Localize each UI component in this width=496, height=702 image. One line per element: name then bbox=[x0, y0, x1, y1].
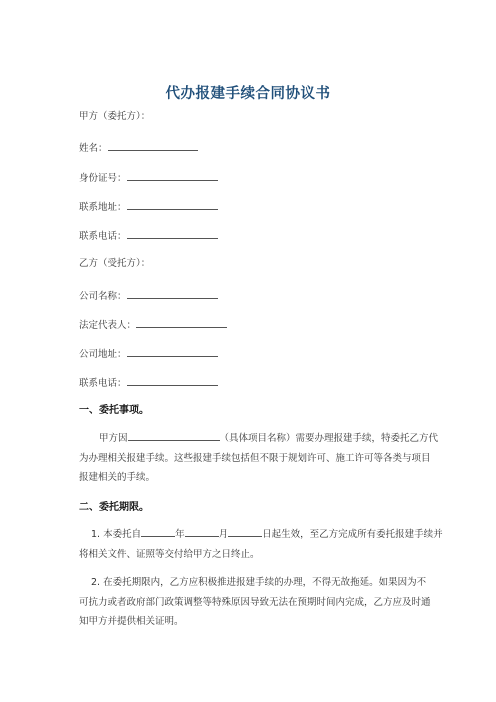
start-year-blank bbox=[141, 527, 175, 537]
document-title: 代办报建手续合同协议书 bbox=[165, 86, 331, 102]
party-a-header: 甲方（委托方）： bbox=[79, 111, 151, 122]
party-a-phone-blank bbox=[127, 229, 218, 239]
section-2-heading: 二、委托期限。 bbox=[79, 502, 149, 513]
section-1-line-2: 为办理相关报建手续。这些报建手续包括但不限于规划许可、施工许可等各类与项目 bbox=[79, 452, 431, 464]
party-b-address-row bbox=[79, 347, 218, 361]
party-b-header: 乙方（受托方）： bbox=[79, 258, 151, 269]
section-2-item-2-line-1: 2. 在委托期限内，乙方应积极推进报建手续的办理，不得无故拖延。如果因为不 bbox=[91, 577, 427, 588]
party-a-name-blank bbox=[108, 141, 198, 151]
party-b-address-blank bbox=[127, 347, 218, 357]
party-b-company-blank bbox=[127, 289, 218, 299]
section-2-item-2-line-2: 可抗力或者政府部门政策调整等特殊原因导致无法在预期时间内完成，乙方应及时通 bbox=[79, 596, 431, 608]
party-a-phone-row bbox=[79, 229, 218, 243]
party-b-address-label: 公司地址： bbox=[79, 349, 127, 360]
section-2-item-1-line-2: 将相关文件、证照等交付给甲方之日终止。 bbox=[79, 548, 260, 560]
start-month-blank bbox=[185, 527, 219, 537]
party-b-company-label: 公司名称： bbox=[79, 291, 127, 302]
section-1-line-3: 报建相关的手续。 bbox=[79, 472, 156, 483]
party-a-phone-label: 联系电话： bbox=[79, 231, 127, 242]
party-a-name-label: 姓名： bbox=[79, 143, 108, 154]
section-2-item-1 bbox=[79, 525, 443, 564]
party-b-legal-rep-label: 法定代表人： bbox=[79, 320, 137, 331]
section-1-paragraph bbox=[79, 429, 439, 488]
section-2-item-2-line-3: 知甲方并提供相关证明。 bbox=[79, 616, 184, 627]
section-1-line-1 bbox=[79, 429, 439, 449]
year-label: 年 bbox=[175, 529, 185, 540]
party-b-legal-rep-blank bbox=[136, 318, 227, 328]
start-day-blank bbox=[228, 527, 262, 537]
item-1-text-a: 1. 本委托自 bbox=[91, 529, 142, 540]
party-b-phone-blank bbox=[127, 376, 218, 386]
month-label: 月 bbox=[218, 529, 229, 540]
item-1-text-d: 日起生效，至乙方完成所有委托报建手续并 bbox=[262, 529, 443, 540]
party-b-phone-label: 联系电话： bbox=[79, 378, 127, 389]
party-b-phone-row bbox=[79, 376, 218, 390]
section-2-item-2 bbox=[79, 573, 431, 632]
section-1-prefix: 甲方因 bbox=[99, 433, 128, 444]
party-a-name-row bbox=[79, 141, 198, 155]
party-a-address-label: 联系地址： bbox=[79, 202, 127, 213]
party-a-id-row bbox=[79, 171, 218, 185]
party-b-legal-rep-row bbox=[79, 318, 227, 332]
party-a-address-blank bbox=[127, 200, 218, 210]
party-a-id-blank bbox=[127, 171, 218, 181]
section-1-heading: 一、委托事项。 bbox=[79, 405, 149, 416]
party-a-address-row bbox=[79, 200, 218, 214]
party-a-id-label: 身份证号： bbox=[79, 173, 127, 184]
project-name-blank bbox=[128, 431, 220, 441]
party-b-company-row bbox=[79, 289, 218, 303]
section-1-line-1-rest: （具体项目名称）需要办理报建手续，特委托乙方代 bbox=[219, 433, 439, 444]
section-2-item-1-line-1 bbox=[79, 525, 443, 545]
